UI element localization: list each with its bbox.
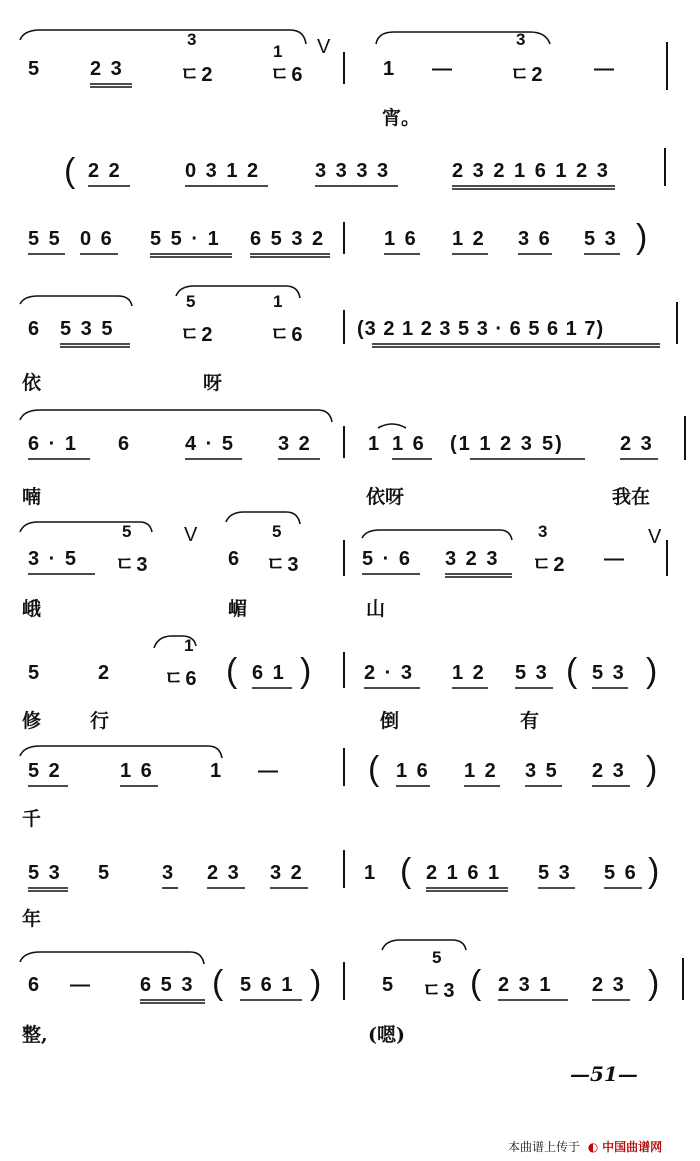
paren: ) — [300, 652, 314, 690]
note: ㄷ2 — [532, 554, 567, 576]
lyric: 年 — [22, 908, 42, 930]
lyric: 整, — [22, 1024, 48, 1046]
paren: ) — [648, 852, 662, 890]
dash: — — [604, 548, 626, 570]
slur — [20, 952, 204, 964]
note: 5 · 6 — [362, 548, 413, 570]
note: 1 6 — [396, 760, 430, 782]
note: 3 — [162, 862, 176, 884]
note: 3 2 3 — [445, 548, 500, 570]
slur — [226, 512, 300, 524]
slur — [20, 522, 152, 532]
page-number: —51— — [570, 1062, 638, 1086]
footer-watermark — [508, 1138, 662, 1155]
note: 5 3 — [28, 862, 62, 884]
note: 2 3 — [592, 760, 626, 782]
lyric: 依 — [22, 372, 42, 394]
paren: ) — [636, 218, 650, 256]
note: ㄷ3 — [115, 554, 150, 576]
note: ㄷ2 — [180, 64, 215, 86]
grace-note: 5 — [122, 522, 134, 541]
lyric: 修 — [22, 710, 42, 732]
lyric: 我在 — [612, 486, 651, 508]
note: 3 2 — [278, 433, 312, 455]
grace-note: 1 — [184, 636, 196, 655]
note: 3 2 — [270, 862, 304, 884]
paren: ( — [566, 652, 580, 690]
lyric: 行 — [90, 710, 110, 732]
note: 5 — [98, 862, 112, 884]
note: 3 3 3 3 — [315, 160, 391, 182]
note: 2 3 — [90, 58, 124, 80]
slur — [382, 940, 466, 950]
lyric: 倒 — [380, 710, 400, 732]
note: 2 3 — [592, 974, 626, 996]
note: 3 5 — [525, 760, 559, 782]
lyric: 宵。 — [382, 107, 421, 129]
note: 5 6 — [604, 862, 638, 884]
footer-text: 本曲谱上传于 — [508, 1140, 581, 1154]
lyric: 有 — [520, 710, 540, 732]
note: 5 3 — [592, 662, 626, 684]
paren: ) — [646, 750, 660, 788]
slur — [20, 296, 132, 306]
note: 6 5 3 — [140, 974, 195, 996]
note: ㄷ6 — [270, 324, 305, 346]
note: 2 2 — [88, 160, 122, 182]
dash: — — [258, 760, 280, 782]
paren: ) — [310, 964, 324, 1002]
note: 1 — [368, 433, 382, 455]
breath-mark: V — [184, 524, 200, 546]
note: 0 3 1 2 — [185, 160, 261, 182]
note: 1 — [210, 760, 224, 782]
note: 6 — [28, 974, 42, 996]
slur — [20, 746, 222, 758]
paren: ) — [646, 652, 660, 690]
dash: — — [432, 58, 454, 80]
lyric: 嵋 — [228, 598, 248, 620]
note: 5 3 — [515, 662, 549, 684]
note: 1 6 — [120, 760, 154, 782]
paren: ) — [648, 964, 662, 1002]
note: 1 2 — [452, 228, 486, 250]
slur — [154, 636, 196, 648]
note: 5 5 — [28, 228, 62, 250]
note: 6 — [228, 548, 242, 570]
note: 5 5 · 1 — [150, 228, 221, 250]
note: 3 6 — [518, 228, 552, 250]
note: 1 6 — [384, 228, 418, 250]
note: ㄷ6 — [164, 668, 199, 690]
note: 1 2 — [452, 662, 486, 684]
slur — [176, 286, 300, 298]
note: ㄷ6 — [270, 64, 305, 86]
grace-note: 5 — [186, 292, 198, 311]
note-group: (3 2 1 2 3 5 3 · 6 5 6 1 7) — [357, 318, 605, 340]
slur — [20, 410, 332, 422]
note: 5 6 1 — [240, 974, 295, 996]
note: 5 2 — [28, 760, 62, 782]
note: 2 · 3 — [364, 662, 415, 684]
note: 1 — [364, 862, 378, 884]
lyric: 山 — [366, 598, 386, 620]
lyric: 千 — [22, 808, 42, 830]
paren: ( — [226, 652, 240, 690]
paren: ( — [368, 750, 382, 788]
note: 1 6 — [392, 433, 426, 455]
note: 6 5 3 2 — [250, 228, 326, 250]
grace-note: 5 — [272, 522, 284, 541]
grace-note: 3 — [538, 522, 550, 541]
site-logo-icon: ◐ — [587, 1140, 599, 1154]
note: 1 — [383, 58, 397, 80]
dash: — — [70, 974, 92, 996]
note: 5 3 5 — [60, 318, 115, 340]
site-name: 中国曲谱网 — [602, 1140, 663, 1154]
note: 3 · 5 — [28, 548, 79, 570]
breath-mark: V — [317, 36, 333, 58]
grace-note: 5 — [432, 948, 444, 967]
paren: ( — [400, 852, 414, 890]
note: 5 — [28, 662, 42, 684]
dash: — — [594, 58, 616, 80]
grace-note: 3 — [187, 30, 199, 49]
paren: ( — [64, 152, 78, 190]
note: ㄷ3 — [422, 980, 457, 1002]
lyric: 峨 — [22, 598, 42, 620]
note: ㄷ2 — [180, 324, 215, 346]
slur — [376, 32, 550, 44]
note: 2 3 1 — [498, 974, 553, 996]
note: 2 3 — [207, 862, 241, 884]
note: 5 3 — [538, 862, 572, 884]
grace-note: 3 — [516, 30, 528, 49]
note: 2 1 6 1 — [426, 862, 502, 884]
lyric: 呀 — [203, 372, 223, 394]
note: 6 · 1 — [28, 433, 79, 455]
slur — [378, 424, 406, 428]
note: 5 — [382, 974, 396, 996]
paren: ( — [470, 964, 484, 1002]
note: ㄷ2 — [510, 64, 545, 86]
note: 1 2 — [464, 760, 498, 782]
grace-note: 1 — [273, 42, 285, 61]
breath-mark: V — [648, 526, 664, 548]
grace-note: 1 — [273, 292, 285, 311]
paren: ( — [212, 964, 226, 1002]
note: 6 1 — [252, 662, 286, 684]
note-group: (1 1 2 3 — [450, 433, 534, 455]
note: 6 — [28, 318, 42, 340]
note: 4 · 5 — [185, 433, 236, 455]
slur — [20, 30, 306, 44]
note: 2 — [98, 662, 112, 684]
lyric: 依呀 — [366, 486, 405, 508]
slur — [362, 530, 512, 540]
note: 2 3 — [620, 433, 654, 455]
note: 5 — [28, 58, 42, 80]
note: 2 3 2 1 6 1 2 3 — [452, 160, 610, 182]
lyric: 喃 — [22, 486, 42, 508]
lyric: (嗯) — [368, 1024, 405, 1046]
note: 5) — [542, 433, 564, 455]
note: ㄷ3 — [266, 554, 301, 576]
note: 5 3 — [584, 228, 618, 250]
note: 0 6 — [80, 228, 114, 250]
note: 6 — [118, 433, 132, 455]
